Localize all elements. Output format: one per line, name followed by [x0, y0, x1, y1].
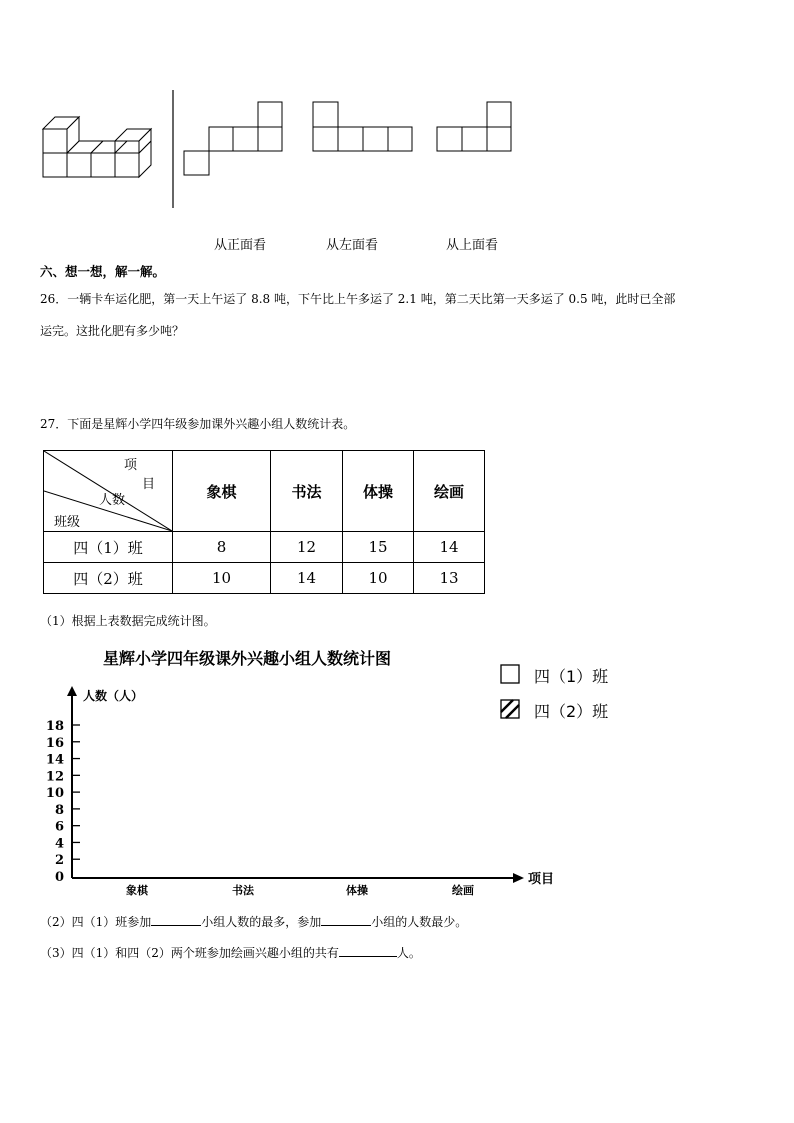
- header-chess: 象棋: [173, 451, 271, 532]
- row-label: 四（1）班: [44, 532, 173, 563]
- table-header-row: [44, 451, 485, 532]
- y-axis-arrow: [67, 686, 77, 696]
- question-26-line2: 运完。这批化肥有多少吨？: [40, 324, 185, 338]
- left-view-grid: [313, 102, 412, 151]
- cube-figures: [0, 0, 794, 220]
- sub-question-1: （1）根据上表数据完成统计图。: [40, 614, 216, 628]
- bar-chart: [0, 670, 794, 900]
- y-tick-label: 6: [54, 819, 64, 835]
- table-cell: 10: [173, 563, 271, 594]
- table-cell: 15: [343, 532, 414, 563]
- sub2-part-a: （2）四（1）班参加: [40, 915, 152, 929]
- corner-item-1: 项: [124, 458, 138, 473]
- x-tick-label: 体操: [346, 884, 368, 897]
- header-painting: 绘画: [414, 451, 485, 532]
- sub-question-2: [40, 916, 467, 928]
- table-cell: 13: [414, 563, 485, 594]
- y-tick-label: 14: [45, 752, 64, 768]
- legend-label-class2: 四（2）班: [534, 702, 609, 721]
- x-axis-label: 项目: [528, 872, 555, 887]
- table-cell: 14: [271, 563, 343, 594]
- left-view-label: 从左面看: [326, 238, 379, 253]
- header-calligraphy: 书法: [271, 451, 343, 532]
- sub3-part-b: 人。: [396, 946, 421, 960]
- top-view-grid: [437, 102, 511, 151]
- corner-item-2: 目: [142, 477, 156, 492]
- table-corner-cell: [44, 451, 173, 532]
- y-tick-label: 18: [45, 719, 64, 734]
- header-gymnastics: 体操: [343, 451, 414, 532]
- sub3-part-a: （3）四（1）和四（2）两个班参加绘画兴趣小组的共有: [40, 946, 339, 960]
- table-cell: 8: [173, 532, 271, 563]
- chart-title: 星辉小学四年级课外兴趣小组人数统计图: [103, 649, 392, 668]
- x-tick-label: 绘画: [452, 884, 474, 897]
- front-view-grid: [184, 102, 282, 175]
- x-tick-label: 象棋: [126, 884, 148, 897]
- stats-table: [43, 450, 485, 594]
- x-tick-label: 书法: [232, 884, 254, 897]
- answer-blank-total[interactable]: [339, 956, 397, 957]
- sub-question-3: [40, 947, 421, 959]
- row-label: 四（2）班: [44, 563, 173, 594]
- table-cell: 14: [414, 532, 485, 563]
- y-axis-label: 人数（人）: [83, 689, 144, 703]
- table-cell: 12: [271, 532, 343, 563]
- cube-stack-3d: [43, 117, 151, 177]
- y-tick-label: 16: [45, 735, 64, 751]
- legend-label-class1: 四（1）班: [534, 667, 609, 686]
- corner-count: 人数: [99, 493, 126, 508]
- y-tick-label: 0: [54, 870, 64, 885]
- x-axis-arrow: [513, 873, 524, 883]
- top-view-label: 从上面看: [446, 238, 499, 253]
- table-row: [44, 532, 485, 563]
- front-view-label: 从正面看: [214, 238, 267, 253]
- y-tick-label: 12: [45, 769, 64, 785]
- table-cell: 10: [343, 563, 414, 594]
- y-tick-label: 10: [45, 786, 64, 802]
- sub2-part-c: 小组的人数最少。: [371, 915, 468, 929]
- answer-blank-least[interactable]: [321, 925, 371, 926]
- y-tick-label: 2: [54, 853, 64, 869]
- answer-blank-most[interactable]: [151, 925, 201, 926]
- y-tick-label: 8: [54, 802, 64, 818]
- question-26-line1: 26．一辆卡车运化肥，第一天上午运了 8.8 吨，下午比上午多运了 2.1 吨，第二天比第一天多运了 0.5 吨，此时已全部: [40, 292, 676, 306]
- sub2-part-b: 小组人数的最多，参加: [201, 915, 322, 929]
- y-tick-label: 4: [54, 836, 64, 852]
- question-27-intro: 27．下面是星辉小学四年级参加课外兴趣小组人数统计表。: [40, 417, 356, 431]
- table-row: [44, 563, 485, 594]
- corner-class: 班级: [54, 515, 81, 530]
- section-title: 六、想一想，解一解。: [40, 264, 166, 279]
